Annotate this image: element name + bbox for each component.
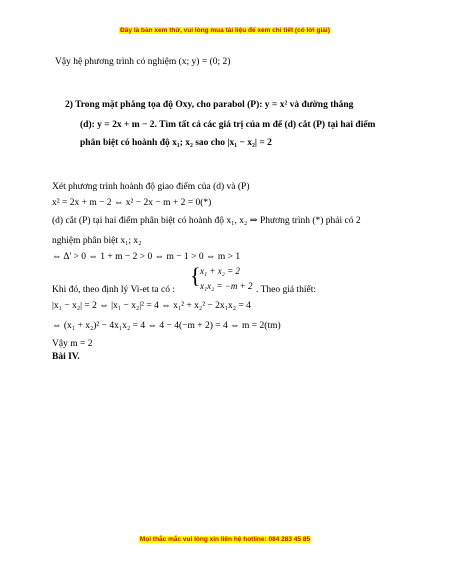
footer-banner: Mọi thắc mắc vui lòng xin liên hệ hotline: 084 283 45 85: [139, 536, 311, 543]
discriminant-line: ⇔ Δ' > 0 ⇔ 1 + m − 2 > 0 ⇔ m − 1 > 0 ⇔ m > 1: [52, 252, 241, 262]
solution-line-3: nghiệm phân biệt x₁; x₂: [52, 236, 142, 246]
solution-line-2: (d) cắt (P) tại hai điểm phân biệt có hoành độ x₁, x₂ ⇒ Phương trình (*) phải có 2: [52, 216, 361, 226]
answer-line: Vậy m = 2: [52, 339, 93, 349]
problem-statement-line-2: (d): y = 2x + m − 2. Tìm tất cả các giá trị của m để (d) cắt (P) tại hai điểm: [80, 120, 376, 130]
problem-statement-line-1: 2) Trong mặt phẳng tọa độ Oxy, cho parabol (P): y = x² và đường thẳng: [65, 100, 354, 110]
problem-statement-line-3: phân biệt có hoành độ x₁; x₂ sao cho |x₁ − x₂| = 2: [80, 138, 272, 148]
calculation-line-2: ⇔ (x₁ + x₂)² − 4x₁x₂ = 4 ⇔ 4 − 4(−m + 2) = 4 ⇔ m = 2(tm): [52, 321, 281, 331]
system-brace: {: [190, 263, 201, 288]
hypothesis-label: . Theo giả thiết:: [256, 285, 316, 295]
conclusion-line: Vậy hệ phương trình có nghiệm (x; y) = (0; 2): [55, 57, 231, 67]
section-heading: Bài IV.: [52, 352, 80, 362]
vieta-intro: Khi đó, theo định lý Vi-et ta có :: [52, 285, 175, 295]
calculation-line-1: |x₁ − x₂| = 2 ⇔ |x₁ − x₂|² = 4 ⇔ x₁² + x₂² − 2x₁x₂ = 4: [52, 301, 251, 311]
header-banner: Đây là bản xem thử, vui lòng mua tài liệu để xem chi tiết (có lời giải): [120, 27, 330, 34]
solution-line-1: Xét phương trình hoành độ giao điểm của (d) và (P): [52, 182, 250, 192]
vieta-product: x₁x₂ = −m + 2: [200, 281, 253, 291]
equation-line: x² = 2x + m − 2 ⇔ x² − 2x − m + 2 = 0(*): [52, 198, 212, 208]
vieta-sum: x₁ + x₂ = 2: [200, 266, 240, 276]
